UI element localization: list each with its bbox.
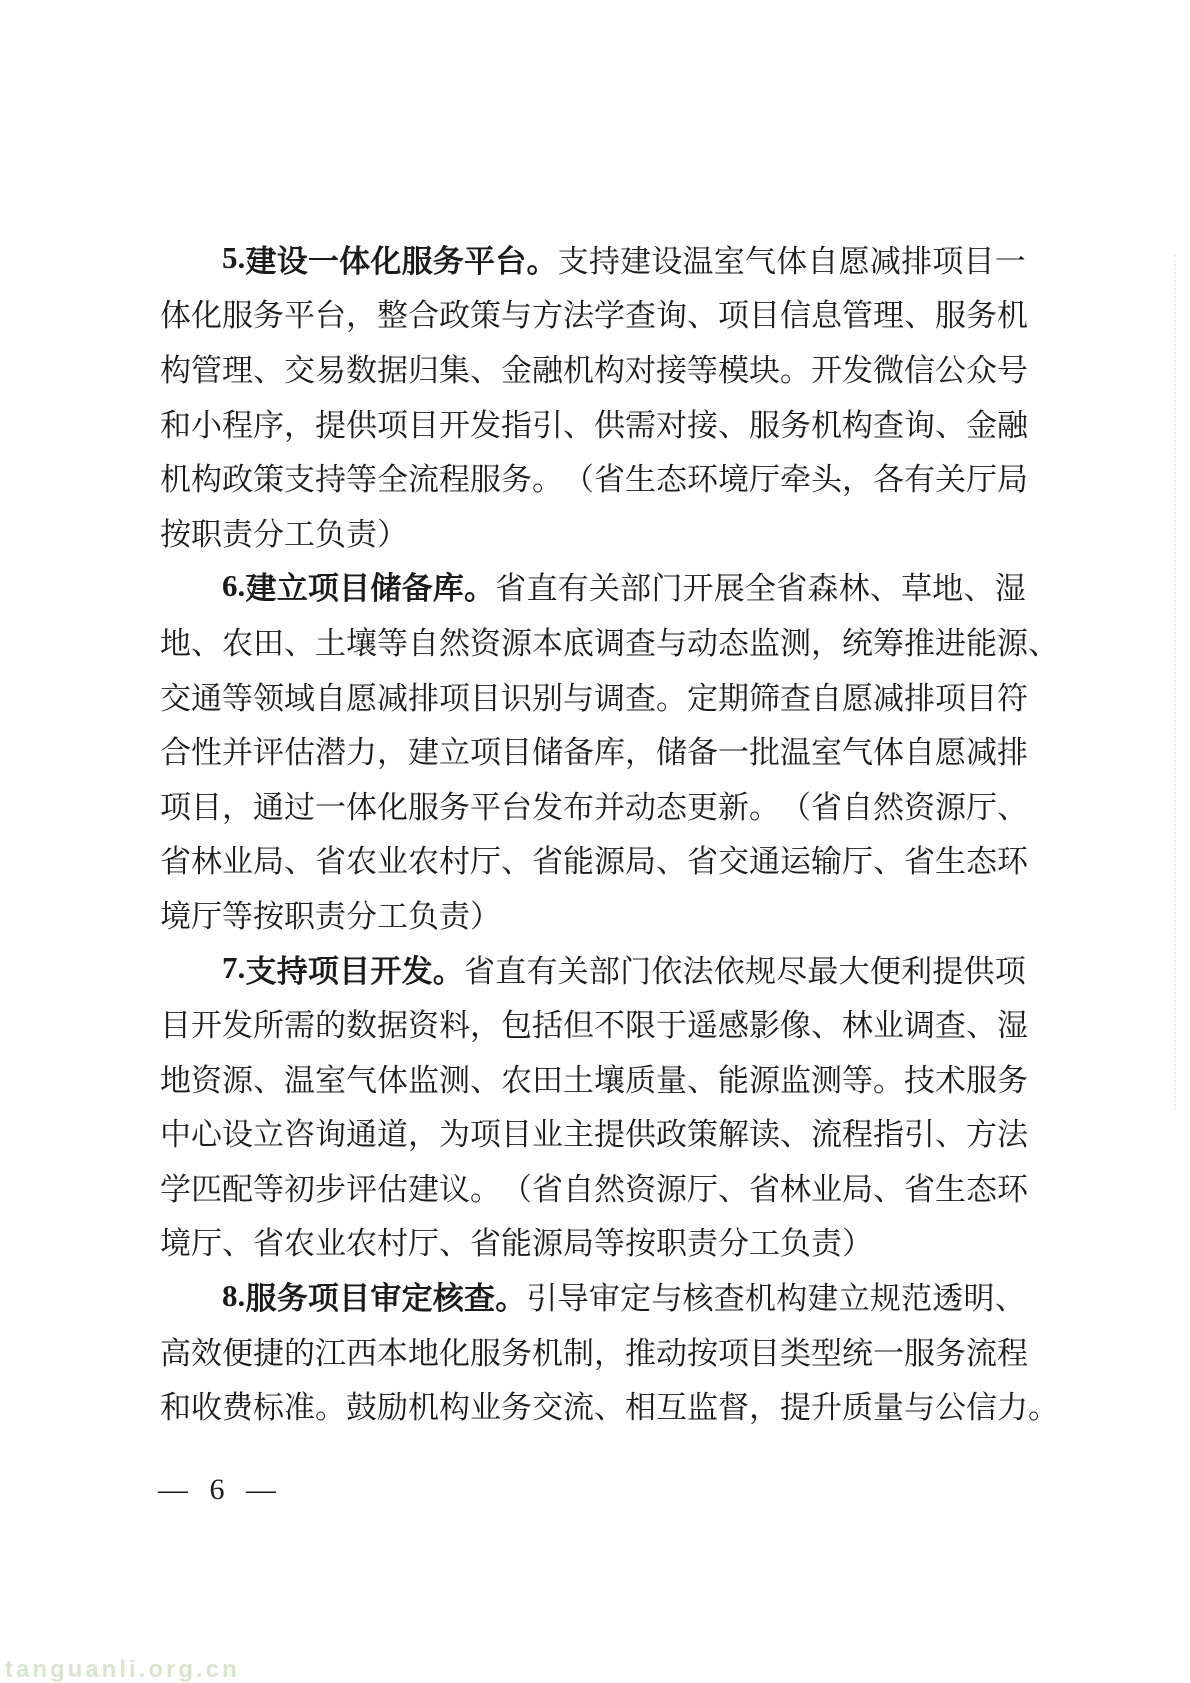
text-line: 项 目 ， 通 过 一 体 化 服 务 平 台 发 布 并 动 态 更 新 。 （ 省 自 然 资 源 厅 、 — [160, 789, 1028, 825]
paragraph — [160, 1268, 1059, 1432]
paragraph — [160, 941, 1026, 1269]
text-line: 中 心 设 立 咨 询 通 道 ， 为 项 目 业 主 提 供 政 策 解 读 、 流 程 指 引 、 方 法 — [160, 1117, 1028, 1153]
paragraph — [160, 559, 1059, 941]
text-line: 7. 支 持 项 目 开 发 。 省 直 有 关 部 门 依 法 依 规 尽 最 大 便 利 提 供 项 — [222, 950, 1026, 989]
document-body — [160, 231, 1059, 1432]
text-line: 高 效 便 捷 的 江 西 本 地 化 服 务 机 制 ， 推 动 按 项 目 类 型 统 一 服 务 流 程 — [160, 1335, 1028, 1371]
text-line: 交 通 等 领 域 自 愿 减 排 项 目 识 别 与 调 查 。 定 期 筛 查 自 愿 减 排 项 目 符 — [160, 680, 1028, 716]
text-line: 5. 建 设 一 体 化 服 务 平 台 。 支 持 建 设 温 室 气 体 自 愿 减 排 项 目 一 — [222, 240, 1026, 279]
text-line: 境 厅 等 按 职 责 分 工 负 责 ） — [160, 898, 501, 934]
scan-artifact-dots — [1174, 255, 1176, 1110]
text-line: 8. 服 务 项 目 审 定 核 查 。 引 导 审 定 与 核 查 机 构 建 立 规 范 透 明 、 — [222, 1277, 1026, 1317]
text-line: 机 构 政 策 支 持 等 全 流 程 服 务 。 （ 省 生 态 环 境 厅 牵 头 ， 各 有 关 厅 局 — [160, 462, 1028, 498]
text-line: 体 化 服 务 平 台 ， 整 合 政 策 与 方 法 学 查 询 、 项 目 信 息 管 理 、 服 务 机 — [160, 298, 1028, 334]
text-line: 和 小 程 序 ， 提 供 项 目 开 发 指 引 、 供 需 对 接 、 服 务 机 构 查 询 、 金 融 — [160, 407, 1028, 443]
page-number: — 6 — — [158, 1473, 283, 1506]
text-line: 构 管 理 、 交 易 数 据 归 集 、 金 融 机 构 对 接 等 模 块 。 开 发 微 信 公 众 号 — [160, 352, 1028, 388]
text-line: 学 匹 配 等 初 步 评 估 建 议 。 （ 省 自 然 资 源 厅 、 省 林 业 局 、 省 生 态 环 — [160, 1171, 1028, 1207]
text-line: 6. 建 立 项 目 储 备 库 。 省 直 有 关 部 门 开 展 全 省 森 林 、 草 地 、 湿 — [222, 567, 1026, 607]
watermark: tanguanli.org.cn — [5, 1656, 240, 1683]
text-line: 和 收 费 标 准 。 鼓 励 机 构 业 务 交 流 、 相 互 监 督 ， 提 升 质 量 与 公 信 力 。 — [160, 1390, 1059, 1426]
text-line: 地 、 农 田 、 土 壤 等 自 然 资 源 本 底 调 查 与 动 态 监 测 ， 统 筹 推 进 能 源 、 — [160, 625, 1059, 661]
paragraph — [160, 231, 1026, 559]
text-line: 省 林 业 局 、 省 农 业 农 村 厅 、 省 能 源 局 、 省 交 通 运 输 厅 、 省 生 态 环 — [160, 844, 1028, 880]
text-line: 境 厅 、 省 农 业 农 村 厅 、 省 能 源 局 等 按 职 责 分 工 负 责 ） — [160, 1226, 873, 1262]
text-line: 地 资 源 、 温 室 气 体 监 测 、 农 田 土 壤 质 量 、 能 源 监 测 等 。 技 术 服 务 — [160, 1062, 1028, 1098]
text-line: 合 性 并 评 估 潜 力 ， 建 立 项 目 储 备 库 ， 储 备 一 批 温 室 气 体 自 愿 减 排 — [160, 735, 1028, 771]
text-line: 目 开 发 所 需 的 数 据 资 料 ， 包 括 但 不 限 于 遥 感 影 像 、 林 业 调 查 、 湿 — [160, 1008, 1028, 1044]
text-line: 按 职 责 分 工 负 责 ） — [160, 516, 408, 552]
